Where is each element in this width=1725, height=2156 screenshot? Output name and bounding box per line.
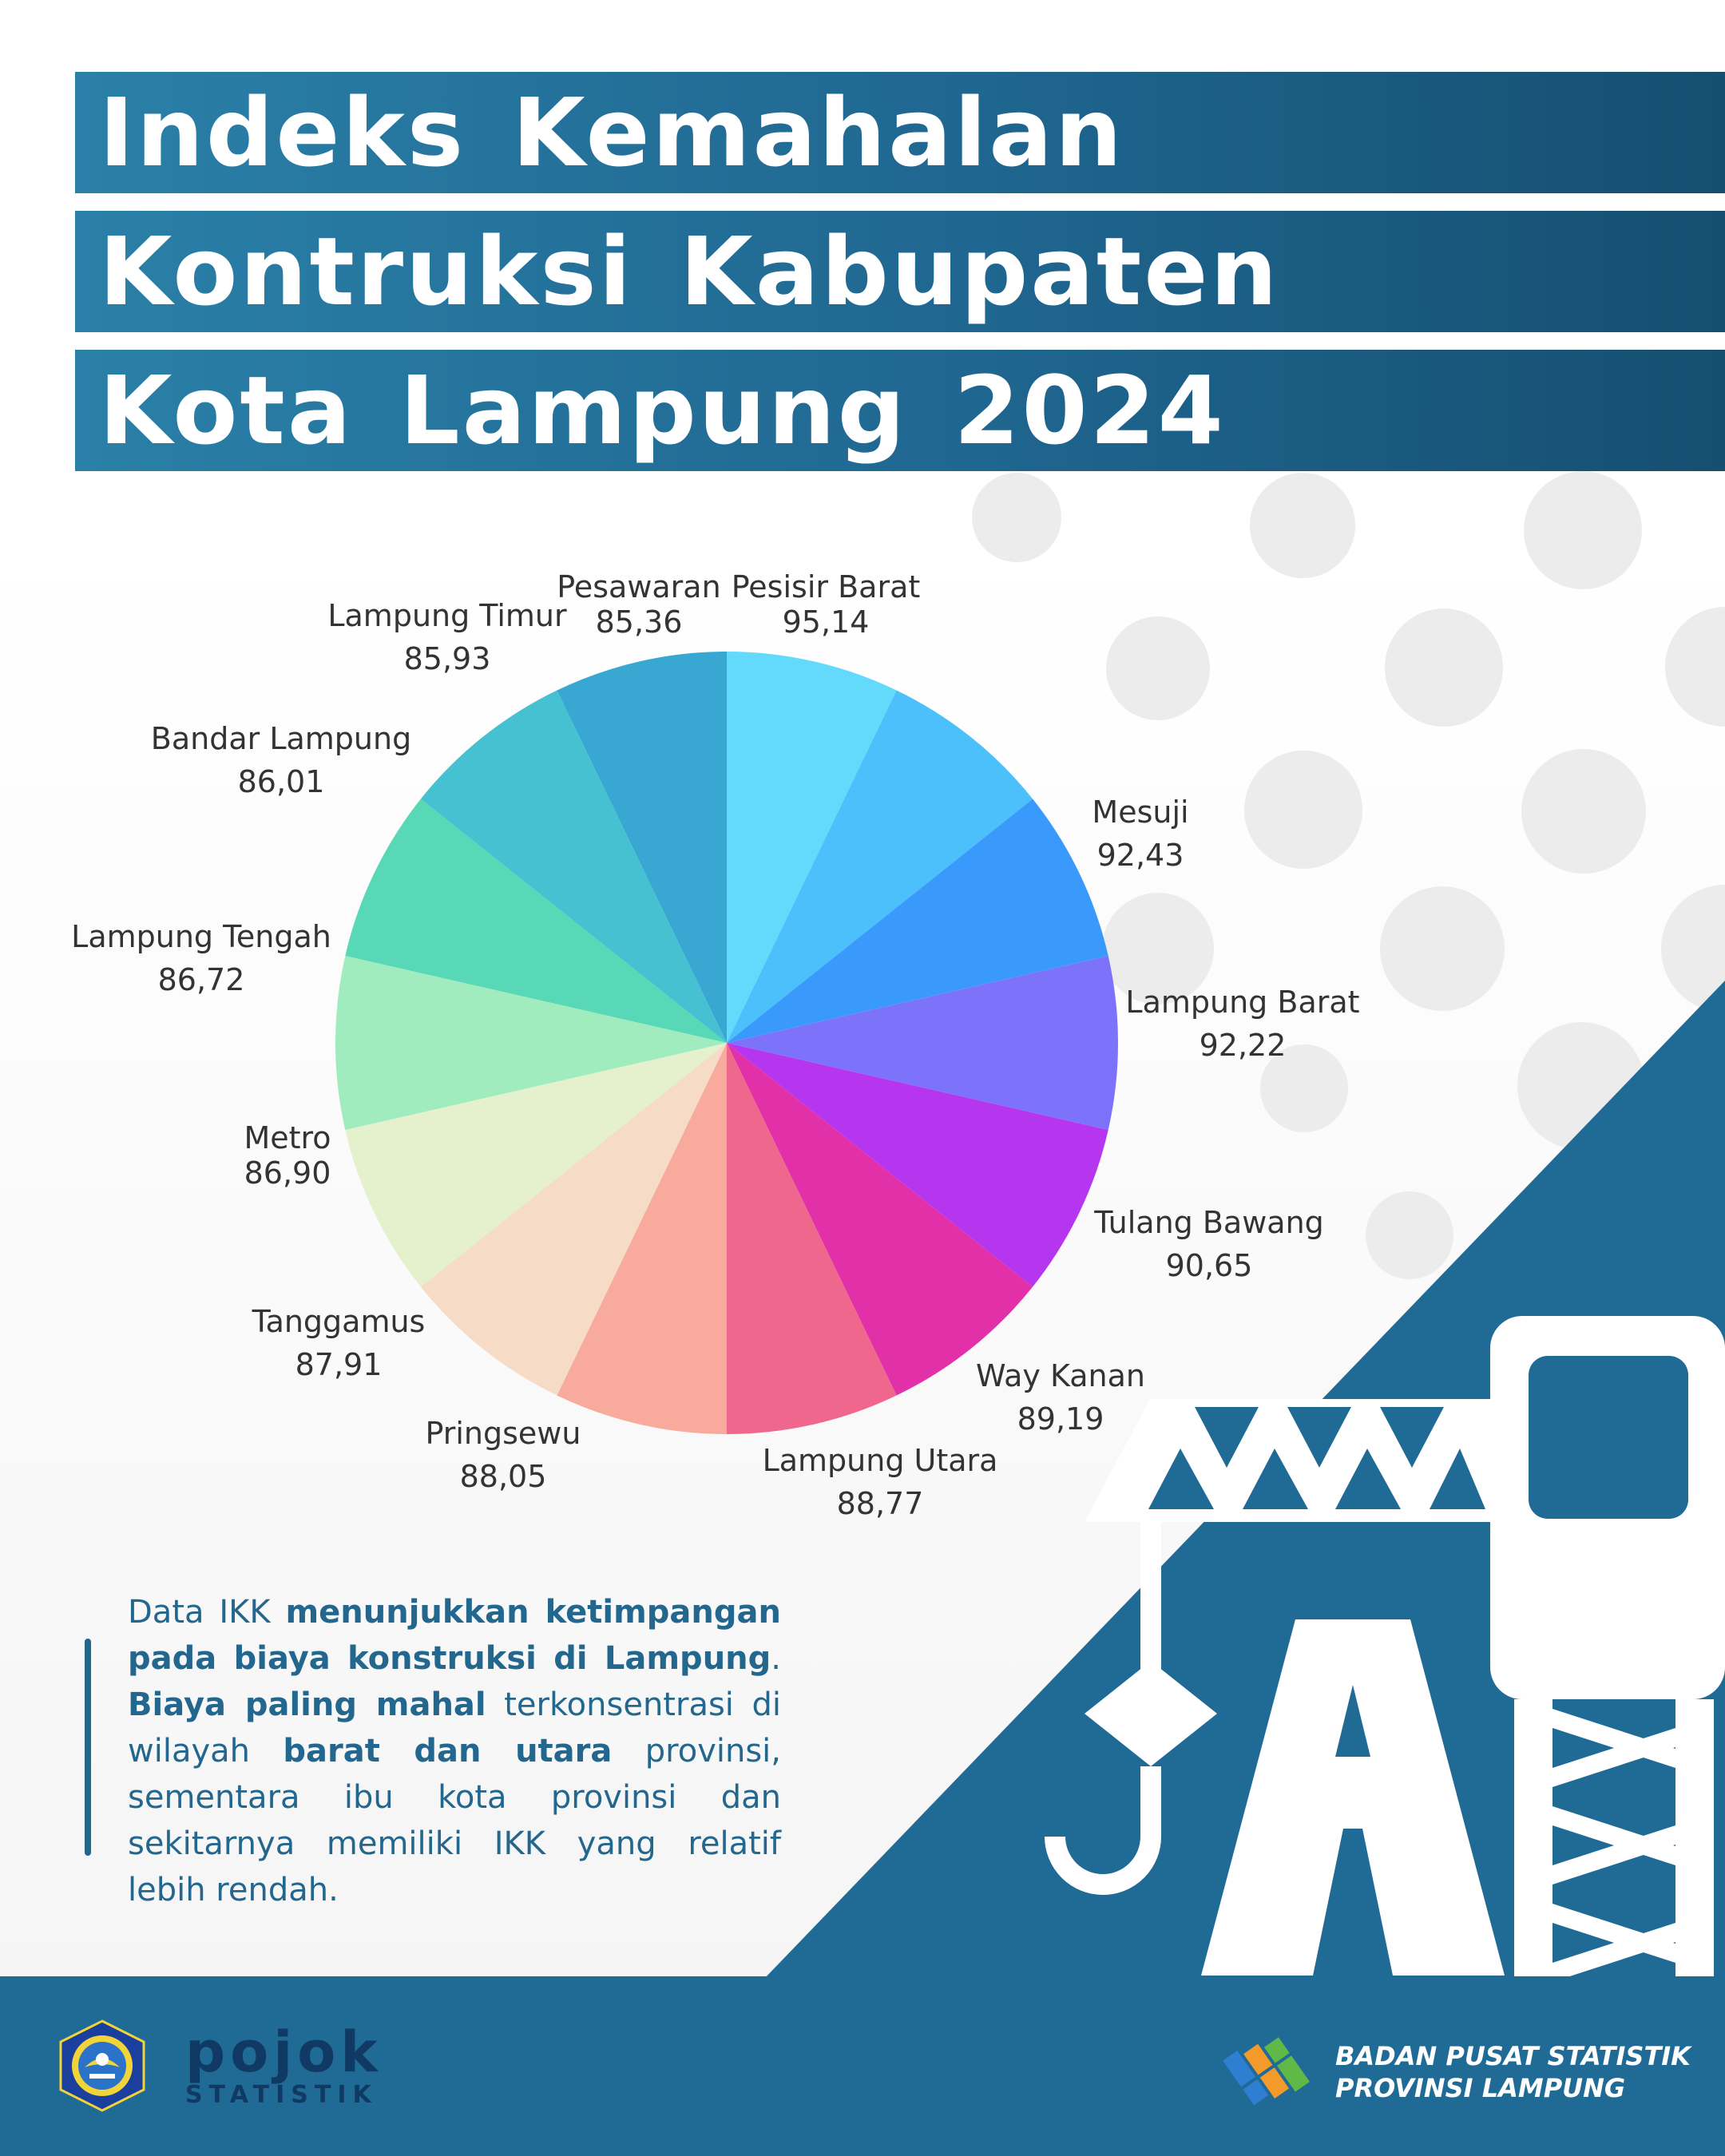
- value-pesawaran: 85,36: [595, 604, 683, 640]
- description-segment: .: [771, 1640, 781, 1677]
- value-way-kanan: 89,19: [1017, 1401, 1104, 1437]
- value-pringsewu: 88,05: [459, 1459, 547, 1494]
- label-lampung-tengah: Lampung Tengah: [71, 919, 331, 954]
- label-tanggamus: Tanggamus: [252, 1304, 426, 1339]
- description-segment: terkonsentrasi di wilayah: [128, 1686, 781, 1770]
- description-segment: provinsi, sementara ibu kota provinsi dan sekitarnya memiliki IKK yang relatif lebih rendah.: [128, 1733, 781, 1908]
- bps-logo-icon: [1222, 2027, 1310, 2114]
- description-emphasis: Biaya paling mahal: [128, 1686, 486, 1723]
- label-mesuji: Mesuji: [1092, 795, 1189, 830]
- description-emphasis: menunjukkan ketimpangan pada biaya konstruksi di Lampung: [128, 1594, 781, 1677]
- value-metro: 86,90: [244, 1155, 331, 1191]
- label-metro: Metro: [244, 1120, 331, 1155]
- value-lampung-timur: 85,93: [403, 641, 491, 676]
- value-lampung-utara: 88,77: [836, 1486, 924, 1521]
- label-pesawaran: Pesawaran: [557, 569, 721, 604]
- university-logo-icon: [54, 2018, 150, 2114]
- value-tulang-bawang: 90,65: [1165, 1248, 1253, 1283]
- bps-name-line-2: PROVINSI LAMPUNG: [1335, 2073, 1626, 2103]
- value-tanggamus: 87,91: [295, 1347, 383, 1382]
- label-tulang-bawang: Tulang Bawang: [1094, 1205, 1324, 1240]
- value-lampung-tengah: 86,72: [157, 962, 245, 997]
- pojok-statistik-logo: pojok: [185, 2019, 383, 2085]
- title-line-2: Kontruksi Kabupaten: [99, 216, 1280, 327]
- value-bandar-lampung: 86,01: [237, 764, 325, 799]
- label-way-kanan: Way Kanan: [976, 1358, 1145, 1393]
- description-accent-bar: [85, 1639, 91, 1856]
- label-lampung-barat: Lampung Barat: [1125, 985, 1360, 1020]
- description-emphasis: barat dan utara: [283, 1733, 613, 1770]
- value-pesisir-barat: 95,14: [782, 604, 870, 640]
- title-line-3: Kota Lampung 2024: [99, 355, 1226, 466]
- value-mesuji: 92,43: [1096, 838, 1184, 873]
- label-lampung-utara: Lampung Utara: [762, 1443, 998, 1478]
- bps-name-line-1: BADAN PUSAT STATISTIK: [1335, 2041, 1691, 2071]
- description-text: [128, 1589, 781, 1913]
- description-segment: Data IKK: [128, 1594, 286, 1631]
- label-pringsewu: Pringsewu: [425, 1416, 581, 1451]
- label-pesisir-barat: Pesisir Barat: [731, 569, 921, 604]
- value-lampung-barat: 92,22: [1199, 1028, 1287, 1063]
- title-line-1: Indeks Kemahalan: [99, 77, 1124, 188]
- label-lampung-timur: Lampung Timur: [327, 598, 567, 633]
- label-bandar-lampung: Bandar Lampung: [150, 721, 412, 756]
- pojok-statistik-subtitle: STATISTIK: [185, 2081, 378, 2109]
